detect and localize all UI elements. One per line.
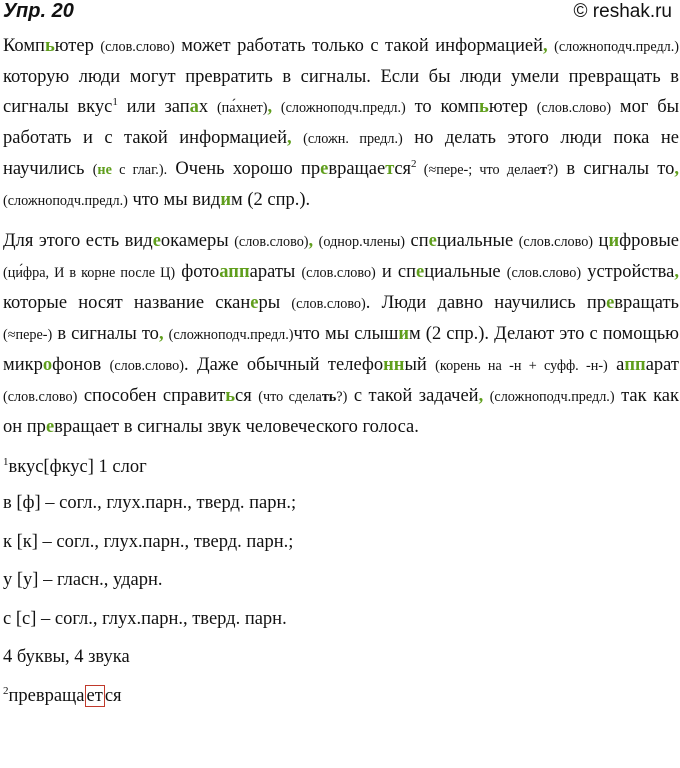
- text-run: ц: [593, 231, 609, 251]
- text-run: но делать этого люди пока не научились: [3, 128, 680, 179]
- text-run: мог бы работать и с такой информацией: [3, 97, 680, 148]
- phonetic-line: с [с] – согл., глух.парн., тверд. парн.: [3, 608, 287, 629]
- highlighted-spelling: е: [45, 417, 55, 437]
- text-run: способен справит: [77, 386, 226, 406]
- grammar-note: (слов.слово): [100, 39, 175, 55]
- grammar-note: ть: [321, 389, 337, 405]
- grammar-note: (: [92, 162, 98, 178]
- grammar-note: (сложноподч.предл.): [3, 193, 128, 209]
- highlighted-spelling: ь: [44, 36, 55, 56]
- highlighted-spelling: ,: [674, 262, 679, 282]
- footnote-2: [3, 681, 679, 720]
- text-run: в сигналы то: [558, 159, 675, 179]
- grammar-note: с глаг.).: [111, 162, 168, 178]
- grammar-note: (≈пере-; что делае: [416, 162, 541, 178]
- paragraph-2: [3, 226, 679, 442]
- highlighted-spelling: е: [152, 231, 161, 251]
- highlighted-spelling: ,: [674, 159, 679, 179]
- grammar-note: (слов.слово): [291, 296, 366, 312]
- phonetic-line: у [у] – гласн., ударн.: [3, 570, 163, 590]
- highlighted-spelling: ,: [543, 36, 548, 56]
- footnote-1-heading: [3, 452, 679, 488]
- text-run: Для этого есть вид: [3, 231, 153, 251]
- text-run: устройства: [581, 262, 675, 282]
- grammar-note: (что сдела: [258, 389, 322, 405]
- footnote-2-word-start: превраща: [8, 685, 85, 706]
- grammar-note: (слов.слово): [506, 265, 582, 281]
- highlighted-spelling: е: [320, 159, 329, 179]
- highlighted-spelling: ,: [478, 386, 484, 406]
- highlighted-spelling: апп: [219, 262, 250, 282]
- highlighted-spelling: е: [428, 231, 437, 251]
- grammar-note: (сложноподч.предл.): [280, 100, 406, 116]
- text-run: арат: [645, 355, 679, 375]
- highlighted-spelling: ,: [287, 128, 292, 148]
- text-run: м (2 спр.).: [231, 190, 311, 210]
- text-run: которые носят название скан: [3, 293, 251, 313]
- grammar-note: ?): [547, 162, 559, 178]
- text-run: ютер: [54, 36, 101, 56]
- letter-sound-count: 4 буквы, 4 звука: [3, 647, 130, 667]
- text-run: а: [607, 355, 625, 375]
- text-run: или зап: [117, 97, 190, 117]
- highlighted-spelling: ,: [308, 231, 314, 251]
- highlighted-spelling: и: [608, 231, 620, 251]
- grammar-note: (слов.слово): [109, 358, 184, 374]
- highlighted-spelling: а: [189, 97, 199, 117]
- highlighted-spelling: е: [606, 293, 615, 313]
- grammar-note: (слов.слово): [536, 100, 612, 116]
- grammar-note: (ци́фра, И в корне после Ц): [3, 265, 176, 281]
- text-run: ютер: [488, 97, 537, 117]
- text-run: ся: [235, 386, 259, 406]
- text-run: вращает в сигналы звук человеческого голоса.: [54, 417, 419, 437]
- highlighted-spelling: не: [97, 162, 112, 178]
- highlighted-spelling: нн: [383, 355, 405, 375]
- grammar-note: (слов.слово): [301, 265, 376, 281]
- highlighted-spelling: и: [220, 190, 232, 210]
- grammar-note: (сложноподч.предл.): [489, 389, 615, 405]
- text-run: с такой задачей: [347, 386, 479, 406]
- text-run: сп: [404, 231, 429, 251]
- text-run: то комп: [405, 97, 480, 117]
- highlighted-spelling: ,: [158, 324, 164, 344]
- text-run: может работать только с такой информацией: [174, 36, 543, 56]
- text-run: 1: [112, 95, 118, 108]
- text-run: ся: [394, 159, 412, 179]
- text-run: х: [198, 97, 217, 117]
- text-run: вращае: [328, 159, 386, 179]
- text-run: фонов: [52, 355, 110, 375]
- highlighted-spelling: ,: [267, 97, 273, 117]
- text-run: циальные: [424, 262, 507, 282]
- footnote-2-mark: 2: [3, 684, 9, 697]
- text-run: м (2 спр.). Делают это с помощью микр: [3, 324, 679, 375]
- text-run: араты: [249, 262, 302, 282]
- text-run: Очень хорошо пр: [167, 159, 321, 179]
- highlighted-spelling: и: [398, 324, 409, 344]
- highlighted-spelling: пп: [624, 355, 646, 375]
- paragraph-1: [3, 31, 679, 216]
- highlighted-spelling: ь: [479, 97, 489, 117]
- text-run: Комп: [3, 36, 45, 56]
- grammar-note: (па́хнет): [216, 100, 268, 116]
- text-run: фровые: [619, 231, 679, 251]
- site-watermark[interactable]: © reshak.ru: [573, 1, 672, 22]
- text-run: . Даже обычный телефо: [183, 355, 384, 375]
- grammar-note: (сложноподч.предл.): [168, 327, 294, 343]
- grammar-note: ?): [336, 389, 348, 405]
- grammar-note: (слов.слово): [3, 389, 78, 405]
- text-run: что мы слыш: [293, 324, 399, 344]
- text-run: и сп: [375, 262, 417, 282]
- footnote-1-text: вкус[фкус] 1 слог: [8, 457, 147, 477]
- text-run: фото: [175, 262, 220, 282]
- phonetic-line: в [ф] – согл., глух.парн., тверд. парн.;: [3, 493, 297, 513]
- footnote-2-ending-box: ет: [86, 685, 103, 706]
- text-run: 2: [411, 157, 417, 170]
- text-run: вращать: [614, 293, 679, 313]
- text-run: так как он пр: [3, 386, 679, 437]
- text-run: . Люди давно научились пр: [365, 293, 607, 313]
- footnote-1-mark: 1: [3, 455, 9, 468]
- text-run: ры: [258, 293, 292, 313]
- header: [0, 0, 680, 28]
- footnote-2-word-end: ся: [104, 685, 122, 706]
- grammar-note: т: [540, 162, 548, 178]
- highlighted-spelling: о: [42, 355, 53, 375]
- text-run: что мы вид: [127, 190, 221, 210]
- text-run: циальные: [436, 231, 519, 251]
- phonetic-line: к [к] – согл., глух.парн., тверд. парн.;: [3, 531, 294, 552]
- text-run: [292, 128, 304, 148]
- grammar-note: (сложн. предл.): [303, 131, 403, 147]
- text-run: [272, 97, 281, 117]
- footnotes: [3, 452, 679, 719]
- grammar-note: (слов.слово): [234, 234, 309, 250]
- text-run: окамеры: [160, 231, 235, 251]
- grammar-note: (слов.слово): [518, 234, 594, 250]
- grammar-note: (однор.члены): [318, 234, 405, 250]
- grammar-note: (≈пере-): [3, 327, 53, 343]
- text-run: в сигналы то: [52, 324, 159, 344]
- text-run: которую люди могут превратить в сигналы. Если бы люди умели превращать в сигналы вкус: [3, 67, 679, 117]
- highlighted-spelling: т: [385, 159, 395, 179]
- highlighted-spelling: ь: [225, 386, 235, 406]
- highlighted-spelling: е: [250, 293, 259, 313]
- grammar-note: (сложноподч.предл.): [554, 39, 680, 55]
- highlighted-spelling: е: [416, 262, 425, 282]
- content: [3, 31, 679, 719]
- exercise-title: Упр. 20: [3, 0, 74, 22]
- text-run: ый: [404, 355, 436, 375]
- grammar-note: (корень на -н + суфф. -н-): [435, 358, 608, 374]
